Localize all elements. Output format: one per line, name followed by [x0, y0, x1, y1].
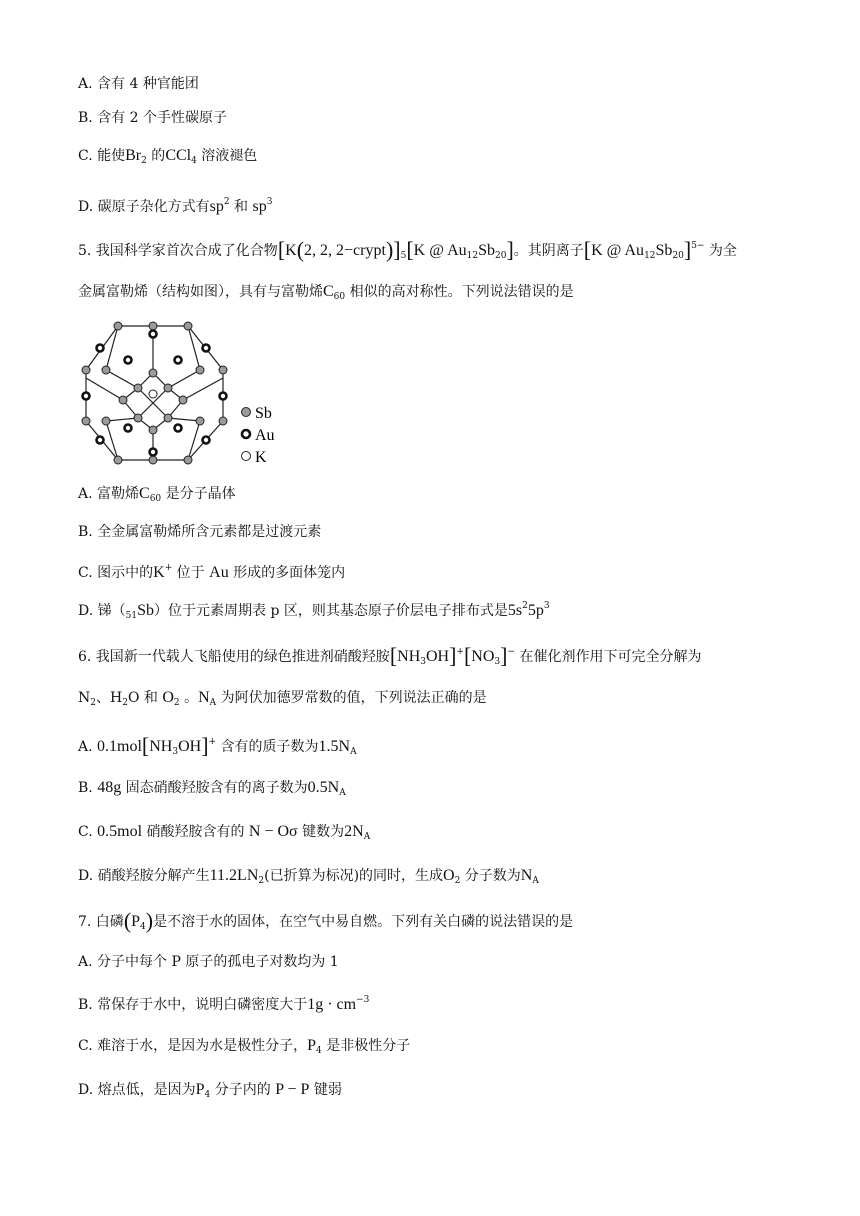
q4-option-c: C. 能使$Br_2$ 的CCl$_4$ 溶液褪色 — [78, 147, 258, 166]
q6-option-a: A. $0.1mol[NH_3OH]^+$ 含有的质子数为$1.5N_A$ — [78, 733, 357, 758]
q6-stem-line2: $N_2$、$H_2O$ 和 $O_2$ 。$N_A$ 为阿伏加德罗常数的值，下列说法正确的是 — [78, 689, 487, 708]
q5-option-c: C. 图示中的K+ 位于 Au 形成的多面体笼内 — [78, 563, 346, 581]
q5-option-d: D. 锑$(_{51}Sb)$位于元素周期表 p 区，则其基态原子价层电子排布式是$5s^25p^3$ — [78, 601, 550, 621]
q4-option-d: D. 碳原子杂化方式有$sp^2$ 和 $sp^3$ — [78, 197, 273, 215]
q5-option-b: B. 全金属富勒烯所含元素都是过渡元素 — [78, 524, 322, 540]
q6-stem-line1: 6. 我国新一代载人飞船使用的绿色推进剂硝酸羟胺$[NH_3OH]^+[NO_3]^-$ 在催化剂作用下可完全分解为 — [78, 643, 702, 668]
q6-option-d: D. 硝酸羟胺分解产生$11.2LN_2$(已折算为标况)的同时，生成$O_2$ 分子数为$N_A$ — [78, 867, 539, 886]
q7-stem: 7. 白磷$(P_4)$是不溶于水的固体，在空气中易自燃。下列有关白磷的说法错误的是 — [78, 908, 574, 933]
legend-sb: Sb — [255, 405, 272, 422]
fullerene-structure-diagram — [78, 318, 278, 468]
q5-option-a: A. 富勒烯$C_{60}$ 是分子晶体 — [78, 485, 236, 504]
q4-option-a: A. 含有 4 种官能团 — [78, 76, 199, 92]
q5-stem-line1: 5. 我国科学家首次合成了化合物[K(2, 2, $2-crypt)]_5[K$ @ $Au_{12}Sb_{20}$]。其阴离子[K @ $Au_{12}Sb_{20}]^{5-}$ 为全 — [78, 237, 737, 262]
q4-option-b: B. 含有 2 个手性碳原子 — [78, 110, 227, 126]
q7-option-d: D. 熔点低，是因为$P_4$ 分子内的 P − P 键弱 — [78, 1081, 342, 1100]
q5-stem-line2: 金属富勒烯（结构如图），具有与富勒烯$C_{60}$ 相似的高对称性。下列说法错误的是 — [78, 283, 574, 302]
legend-au: Au — [255, 427, 275, 444]
legend-k: K — [255, 449, 267, 466]
q7-option-a: A. 分子中每个 P 原子的孤电子对数均为 1 — [78, 954, 339, 970]
q6-option-c: C. 0.5mol 硝酸羟胺含有的 N − Oσ 键数为$2N_A$ — [78, 823, 371, 842]
q7-option-b: B. 常保存于水中，说明白磷密度大于$1g \cdot cm^{-3}$ — [78, 995, 370, 1013]
q6-option-b: B. 48g 固态硝酸羟胺含有的离子数为$0.5N_A$ — [78, 779, 346, 798]
q7-option-c: C. 难溶于水，是因为水是极性分子，$P_4$ 是非极性分子 — [78, 1037, 411, 1056]
